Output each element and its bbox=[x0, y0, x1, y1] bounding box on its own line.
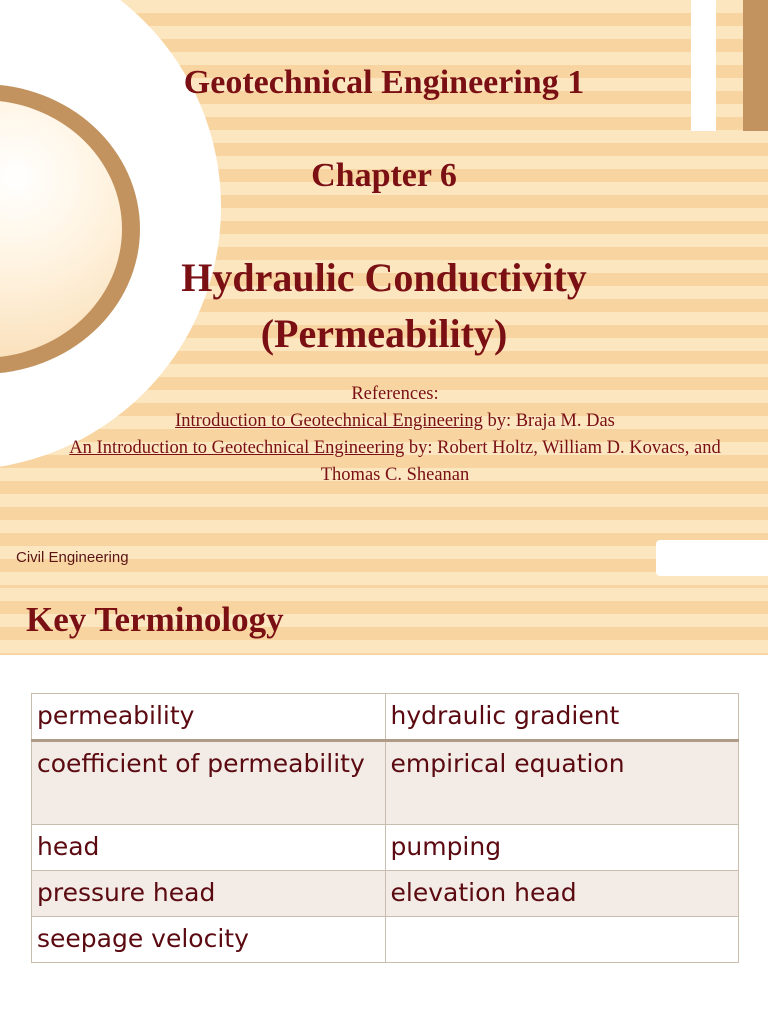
table-cell: pumping bbox=[385, 825, 739, 871]
table-row bbox=[32, 825, 739, 871]
table-cell: elevation head bbox=[385, 871, 739, 917]
footer-label: Civil Engineering bbox=[16, 549, 129, 566]
course-title: Geotechnical Engineering 1 bbox=[183, 64, 585, 101]
topic-line-2: (Permeability) bbox=[260, 311, 508, 356]
table-cell: pressure head bbox=[32, 871, 386, 917]
table-row bbox=[32, 741, 739, 825]
table-cell: permeability bbox=[32, 694, 386, 741]
terminology-table bbox=[31, 693, 739, 963]
table-row bbox=[32, 917, 739, 963]
key-terminology-title: Key Terminology bbox=[26, 600, 284, 639]
slide-header-band bbox=[0, 588, 768, 655]
chapter-title: Chapter 6 bbox=[311, 157, 457, 194]
table-row bbox=[32, 871, 739, 917]
decor-tab bbox=[656, 540, 768, 576]
reference-1-author: by: Braja M. Das bbox=[482, 411, 615, 431]
table-cell: seepage velocity bbox=[32, 917, 386, 963]
table-cell bbox=[385, 917, 739, 963]
reference-2 bbox=[60, 435, 730, 489]
key-terminology-slide bbox=[0, 588, 768, 1024]
reference-2-title-link[interactable]: An Introduction to Geotechnical Engineering bbox=[69, 438, 405, 458]
table-cell: empirical equation bbox=[385, 741, 739, 825]
topic-line-1: Hydraulic Conductivity bbox=[181, 255, 587, 300]
table-cell: head bbox=[32, 825, 386, 871]
references-heading: References: bbox=[351, 384, 439, 404]
table-row bbox=[32, 694, 739, 741]
reference-1-title-link[interactable]: Introduction to Geotechnical Engineering bbox=[175, 411, 483, 431]
table-cell: hydraulic gradient bbox=[385, 694, 739, 741]
reference-2-author: by: Robert Holtz, William D. Kovacs, and Thomas C. Sheanan bbox=[320, 438, 721, 485]
references bbox=[60, 381, 730, 489]
table-cell: coefficient of permeability bbox=[32, 741, 386, 825]
reference-1 bbox=[60, 408, 730, 435]
topic-title bbox=[0, 250, 768, 362]
